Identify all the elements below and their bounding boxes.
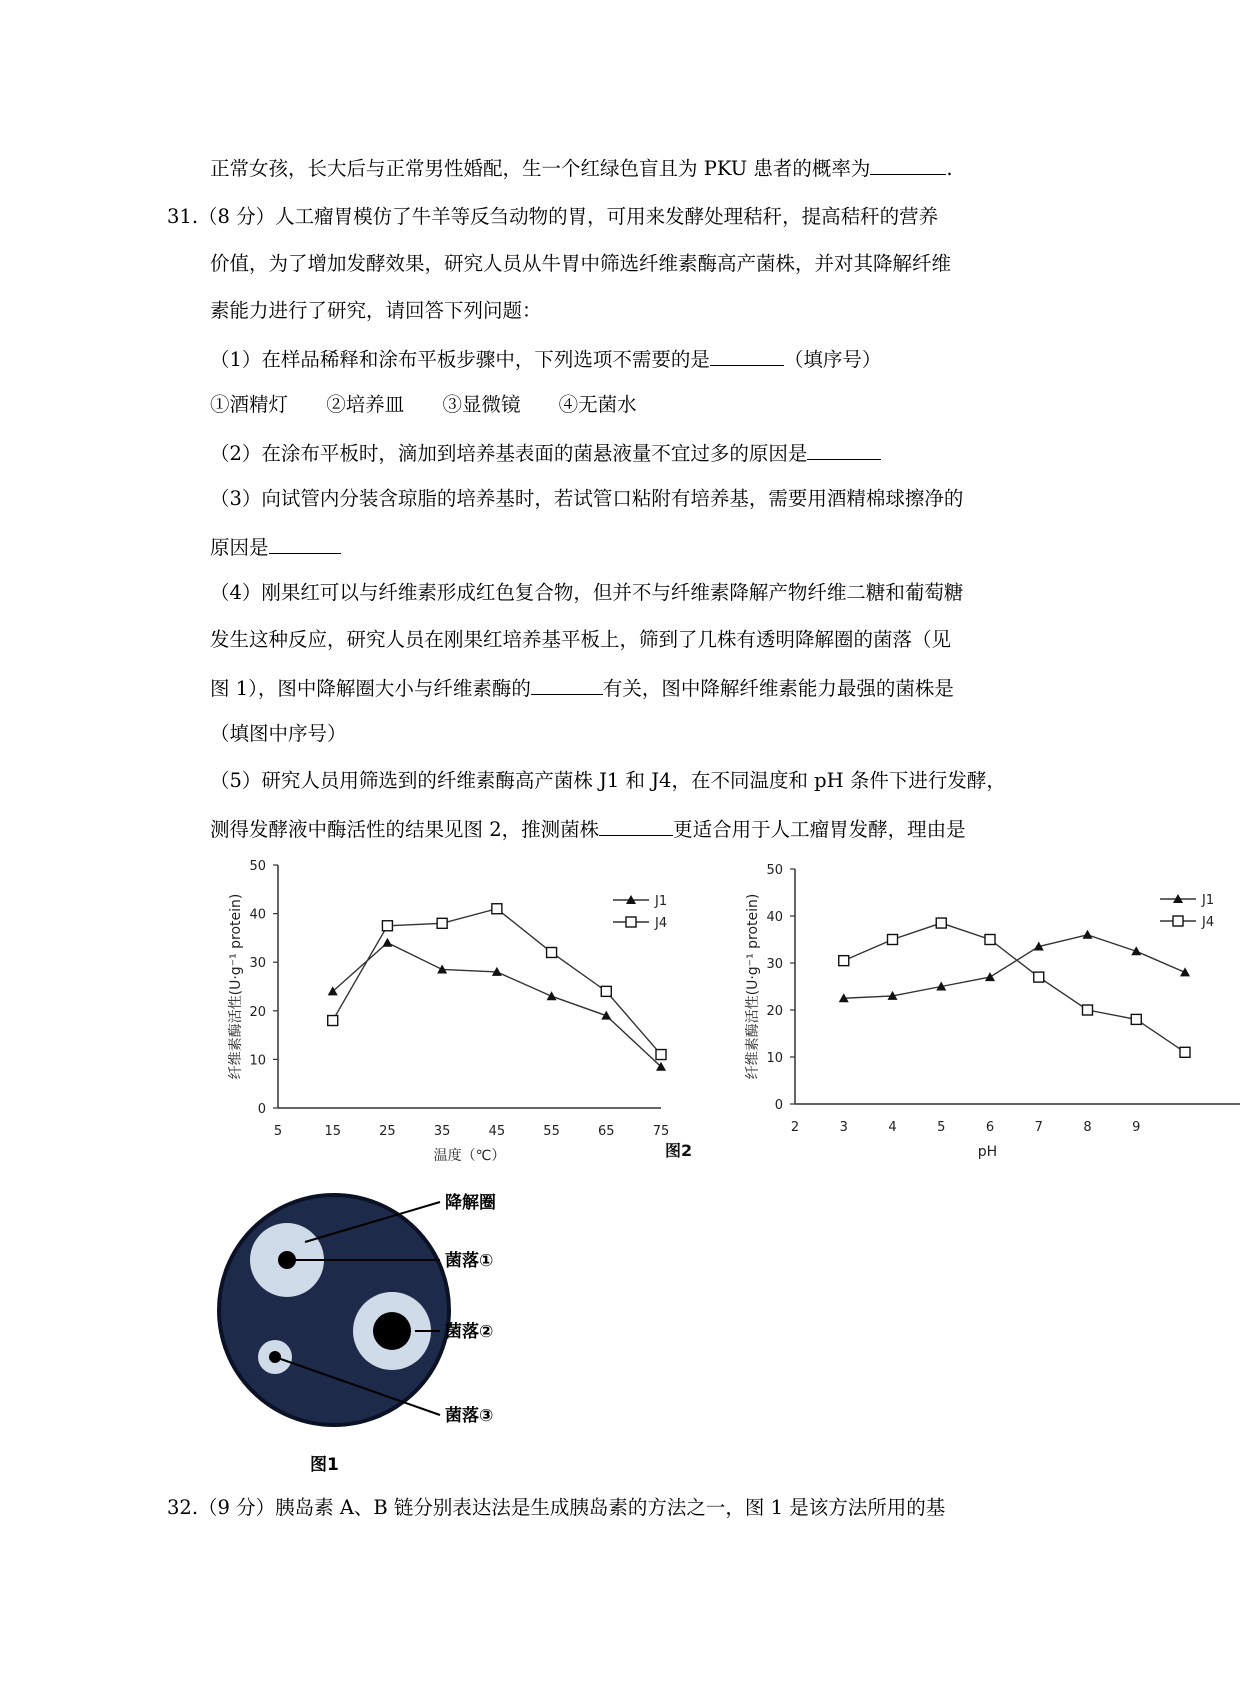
x-tick-label: 15 (324, 1124, 341, 1139)
part5-text-1: （5）研究人员用筛选到的纤维素酶高产菌株 J1 和 J4，在不同温度和 pH 条件下进行发酵， (210, 769, 1006, 792)
y-tick-label: 10 (766, 1051, 783, 1066)
prev-question-line (210, 154, 953, 182)
petri-dish-figure (205, 1180, 565, 1480)
answer-blank[interactable] (269, 533, 341, 554)
answer-blank[interactable] (710, 345, 784, 366)
part4-text-3b: 有关，图中降解纤维素能力最强的菌株是 (602, 677, 954, 700)
q31-text-1: （8 分）人工瘤胃模仿了牛羊等反刍动物的胃，可用来发酵处理秸秆，提高秸秆的营养 (198, 205, 939, 228)
part4-text-4: （填图中序号） (210, 722, 347, 745)
q31-line-1 (167, 204, 938, 230)
option-3: ③显微镜 (442, 393, 521, 416)
x-tick-label: 5 (273, 1124, 283, 1139)
answer-blank[interactable] (531, 674, 603, 695)
data-point-J1 (601, 1011, 611, 1020)
y-tick-label: 30 (766, 957, 783, 972)
data-point-J4 (839, 956, 849, 966)
q32-text-1: （9 分）胰岛素 A、B 链分别表达法是生成胰岛素的方法之一，图 1 是该方法所用的基 (198, 1496, 946, 1519)
y-axis-title: 纤维素酶活性(U·g⁻¹ protein) (745, 893, 761, 1080)
q31-part3-line1 (210, 486, 963, 512)
data-point-J4 (492, 904, 502, 914)
q31-text-3: 素能力进行了研究，请回答下列问题： (210, 299, 542, 322)
part1-text: （1）在样品稀释和涂布平板步骤中，下列选项不需要的是 (210, 348, 710, 371)
legend-marker-J4 (1173, 916, 1183, 926)
x-tick-label: 2 (790, 1120, 800, 1135)
y-axis-title: 纤维素酶活性(U·g⁻¹ protein) (228, 893, 244, 1080)
option-4: ④无菌水 (558, 393, 637, 416)
part4-text-2: 发生这种反应，研究人员在刚果红培养基平板上，筛到了几株有透明降解圈的菌落（见 (210, 628, 952, 651)
x-tick-label: 5 (937, 1120, 946, 1135)
petri-dish-svg (205, 1180, 565, 1480)
q31-part1 (210, 345, 881, 373)
legend-label-J4: J4 (655, 916, 668, 931)
q31-line-2 (210, 251, 951, 277)
x-tick-label: 75 (652, 1124, 670, 1139)
ph-chart (665, 855, 1215, 1170)
part3-text-1: （3）向试管内分装含琼脂的培养基时，若试管口粘附有培养基，需要用酒精棉球擦净的 (210, 487, 964, 510)
part5-text-2a: 测得发酵液中酶活性的结果见图 2，推测菌株 (210, 818, 600, 841)
figure1-caption: 图1 (310, 1455, 339, 1475)
x-tick-label: 7 (1034, 1120, 1043, 1135)
q31-part5-line2 (210, 815, 966, 843)
part4-text-3a: 图 1），图中降解圈大小与纤维素酶的 (210, 677, 531, 700)
q31-number: 31. (167, 205, 199, 228)
period: . (946, 157, 953, 180)
legend-marker-J4 (626, 917, 636, 927)
label-colony-2: 菌落② (445, 1322, 494, 1342)
y-tick-label: 40 (249, 907, 266, 923)
x-tick-label: 3 (839, 1120, 848, 1135)
q31-part4-line1 (210, 580, 963, 606)
data-point-J1 (985, 972, 995, 981)
q31-line-3 (210, 298, 542, 324)
data-point-J4 (1083, 1005, 1093, 1015)
x-axis-title: 温度（℃） (433, 1148, 506, 1164)
colony-2 (373, 1312, 411, 1350)
prev-question-text: 正常女孩，长大后与正常男性婚配，生一个红绿色盲且为 PKU 患者的概率为 (210, 157, 871, 180)
legend-label-J1: J1 (655, 894, 668, 909)
y-tick-label: 50 (766, 863, 783, 878)
answer-blank[interactable] (807, 439, 881, 460)
series-line-J1 (333, 943, 661, 1067)
data-point-J4 (601, 986, 611, 996)
option-1: ①酒精灯 (210, 393, 289, 416)
q31-options (210, 392, 637, 418)
part5-text-2b: 更适合用于人工瘤胃发酵，理由是 (673, 818, 966, 841)
ph-chart-svg (665, 855, 1240, 1170)
data-point-J1 (382, 938, 392, 947)
q31-part4-line3 (210, 674, 954, 702)
answer-blank[interactable] (599, 815, 673, 836)
x-tick-label: 9 (1132, 1120, 1141, 1135)
q31-part4-line2 (210, 627, 951, 653)
x-tick-label: 45 (488, 1124, 506, 1139)
data-point-J4 (1131, 1014, 1141, 1024)
data-point-J4 (985, 935, 995, 945)
x-tick-label: 25 (379, 1124, 396, 1139)
x-tick-label: 6 (985, 1120, 995, 1135)
y-tick-label: 40 (766, 910, 783, 925)
y-tick-label: 20 (766, 1004, 783, 1019)
option-2: ②培养皿 (326, 393, 405, 416)
x-tick-label: 55 (543, 1124, 560, 1139)
legend-label-J4: J4 (1202, 915, 1215, 930)
part4-text-1: （4）刚果红可以与纤维素形成红色复合物，但并不与纤维素降解产物纤维二糖和葡萄糖 (210, 581, 964, 604)
data-point-J4 (888, 935, 898, 945)
q31-part2 (210, 439, 881, 467)
data-point-J4 (936, 918, 946, 928)
label-halo: 降解圈 (445, 1193, 496, 1213)
figure2-caption: 图2 (665, 1141, 693, 1160)
data-point-J4 (1034, 972, 1044, 982)
label-colony-3: 菌落③ (445, 1406, 494, 1426)
q31-text-2: 价值，为了增加发酵效果，研究人员从牛胃中筛选纤维素酶高产菌株，并对其降解纤维 (210, 252, 952, 275)
y-tick-label: 10 (249, 1053, 266, 1069)
x-axis-title: pH (977, 1144, 998, 1160)
temperature-chart (205, 855, 685, 1170)
data-point-J1 (1180, 967, 1190, 976)
data-point-J4 (382, 921, 392, 931)
part2-text: （2）在涂布平板时，滴加到培养基表面的菌悬液量不宜过多的原因是 (210, 442, 808, 465)
q31-part4-line4 (210, 721, 347, 747)
y-tick-label: 0 (257, 1102, 266, 1117)
q31-part3-line2 (210, 533, 341, 561)
temperature-chart-svg (205, 855, 685, 1170)
y-tick-label: 0 (774, 1098, 783, 1113)
y-tick-label: 50 (249, 859, 266, 874)
q32-line-1 (167, 1495, 945, 1521)
label-colony-1: 菌落① (445, 1251, 494, 1271)
x-tick-label: 4 (888, 1120, 897, 1135)
x-tick-label: 35 (433, 1124, 451, 1139)
q31-part5-line1 (210, 768, 1006, 794)
x-tick-label: 65 (598, 1124, 615, 1139)
data-point-J4 (656, 1050, 666, 1060)
part3-text-2: 原因是 (210, 536, 269, 559)
data-point-J1 (1083, 930, 1093, 939)
data-point-J4 (437, 918, 447, 928)
answer-blank[interactable] (870, 154, 946, 175)
q32-number: 32. (167, 1496, 199, 1519)
part1-hint: （填序号） (783, 348, 882, 371)
y-tick-label: 30 (249, 956, 266, 972)
data-point-J4 (547, 947, 557, 957)
data-point-J1 (547, 991, 557, 1000)
data-point-J4 (328, 1016, 338, 1026)
x-tick-label: 8 (1083, 1120, 1092, 1135)
data-point-J4 (1180, 1047, 1190, 1057)
y-tick-label: 20 (249, 1004, 266, 1020)
legend-label-J1: J1 (1202, 893, 1215, 908)
